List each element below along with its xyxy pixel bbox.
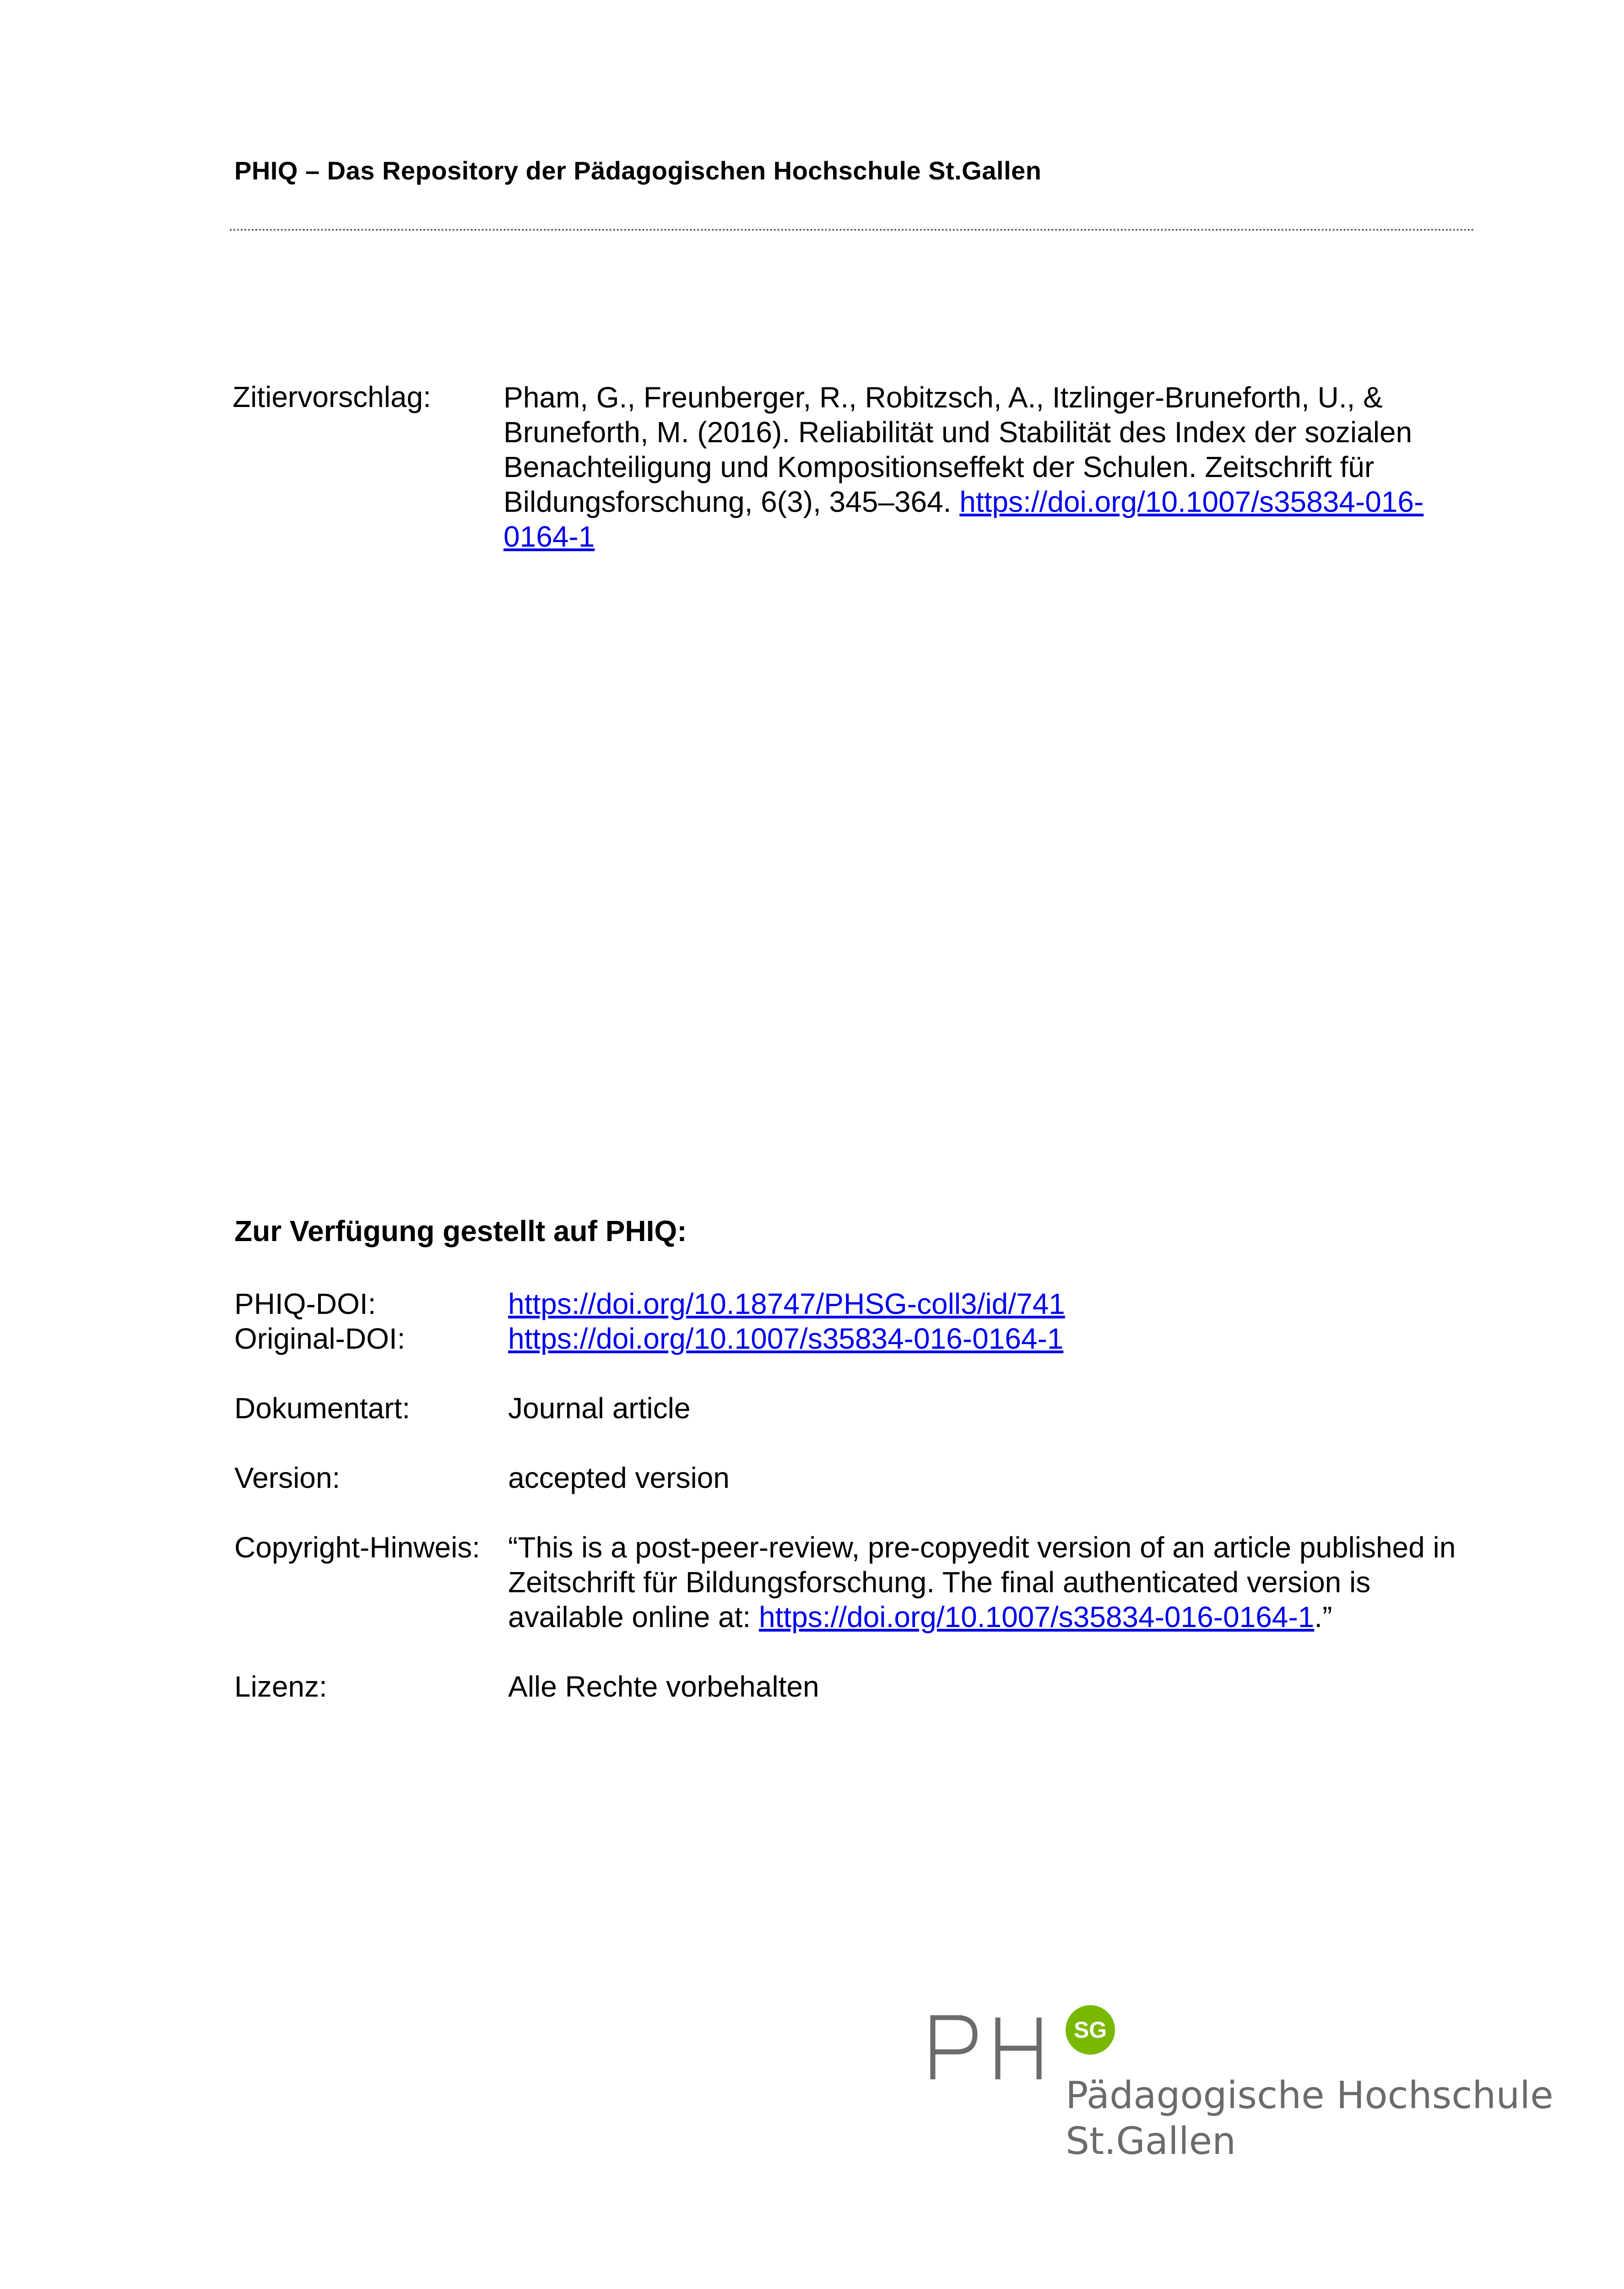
copyright-text: “This is a post-peer-review, pre-copyedit version of an article published in Zeitschrift für Bildungsforschung. The final authenticated version is available online at:: [508, 1531, 1456, 1633]
citation-doi-link[interactable]: https://doi.org/10.1007/s35834-016-0164-1: [503, 485, 1424, 553]
header-divider: [230, 229, 1475, 231]
phiq-doi-link[interactable]: https://doi.org/10.18747/PHSG-coll3/id/741: [508, 1287, 1065, 1320]
original-doi-row: [234, 1321, 1470, 1356]
provided-heading: Zur Verfügung gestellt auf PHIQ:: [234, 1215, 687, 1248]
citation-reference: Pham, G., Freunberger, R., Robitzsch, A., Itzlinger-Bruneforth, U., & Bruneforth, M. (2016). Reliabilität und Stabilität des Index der sozialen Benachteiligung und Kompositionseffekt der Schulen. Zeitschrift für Bildungsforschung, 6(3), 345–364.: [503, 381, 1413, 518]
original-doi-link[interactable]: https://doi.org/10.1007/s35834-016-0164-1: [508, 1322, 1064, 1355]
version-label: Version:: [234, 1461, 341, 1494]
metadata-block: [234, 1286, 1470, 1704]
original-doi-label: Original-DOI:: [234, 1322, 406, 1355]
logo-name-line1: Pädagogische Hochschule: [1066, 2074, 1554, 2117]
sg-badge: SG: [1066, 2005, 1115, 2055]
copyright-text-end: .”: [1314, 1600, 1332, 1633]
copyright-label: Copyright-Hinweis:: [234, 1531, 481, 1564]
version-value: accepted version: [508, 1461, 730, 1494]
license-value: Alle Rechte vorbehalten: [508, 1670, 819, 1703]
doctype-label: Dokumentart:: [234, 1392, 411, 1425]
logo-name-line2: St.Gallen: [1066, 2120, 1236, 2163]
phsg-logo: [929, 2005, 1554, 2175]
copyright-doi-link[interactable]: https://doi.org/10.1007/s35834-016-0164-1: [758, 1600, 1315, 1633]
phiq-doi-row: [234, 1286, 1470, 1321]
citation-text: [503, 380, 1469, 554]
copyright-value: [508, 1530, 1470, 1634]
phiq-doi-label: PHIQ-DOI:: [234, 1287, 376, 1320]
citation-label: Zitiervorschlag:: [233, 380, 431, 413]
license-row: [234, 1669, 1470, 1704]
license-label: Lizenz:: [234, 1670, 327, 1703]
version-row: [234, 1460, 1470, 1495]
doctype-value: Journal article: [508, 1392, 691, 1425]
ph-mark-icon: [929, 2015, 1048, 2079]
copyright-row: [234, 1530, 1470, 1634]
doctype-row: [234, 1391, 1470, 1426]
repository-title: PHIQ – Das Repository der Pädagogischen Hochschule St.Gallen: [234, 156, 1042, 185]
